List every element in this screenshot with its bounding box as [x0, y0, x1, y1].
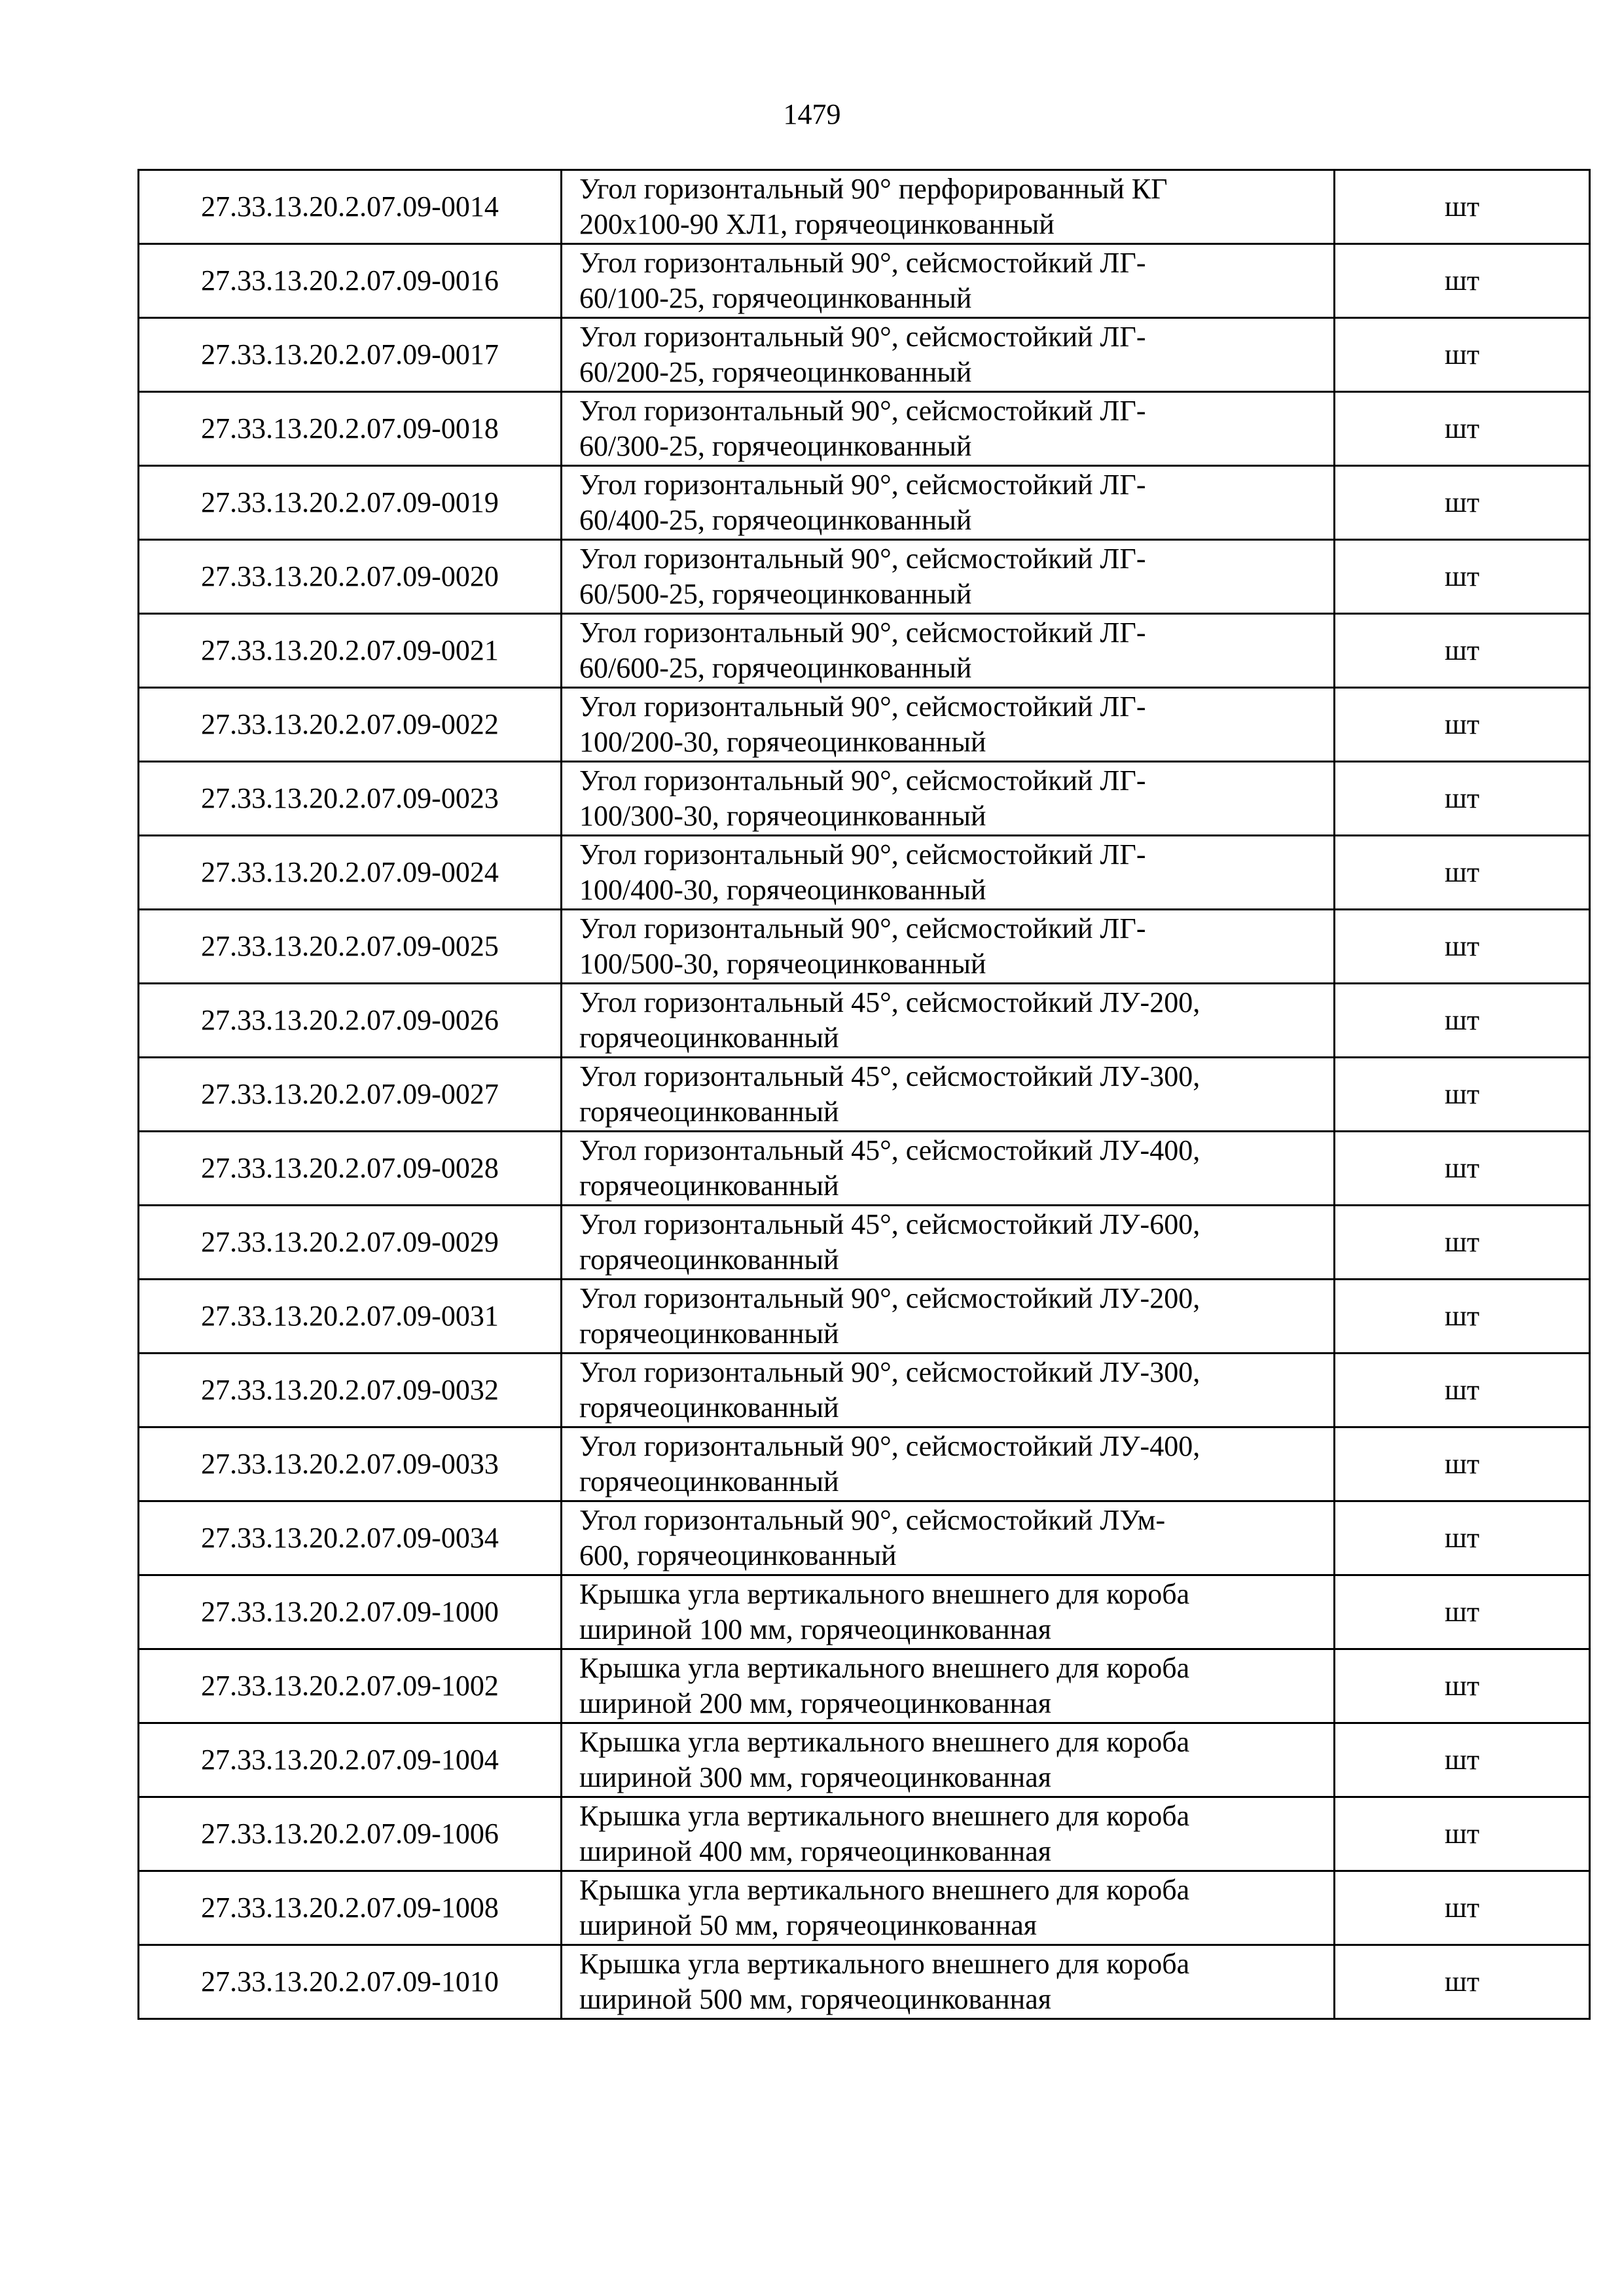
item-name-cell — [562, 1206, 1335, 1280]
item-name-cell — [562, 1945, 1335, 2019]
item-name-line: Крышка угла вертикального внешнего для короба — [579, 1874, 1190, 1906]
item-name-line: Угол горизонтальный 90°, сейсмостойкий ЛГ- — [579, 912, 1146, 944]
item-unit-cell: шт — [1335, 540, 1590, 614]
item-unit-cell: шт — [1335, 466, 1590, 540]
item-code-cell: 27.33.13.20.2.07.09-0016 — [139, 244, 562, 318]
item-name-line: Угол горизонтальный 90° перфорированный КГ — [579, 173, 1168, 205]
item-name-line: горячеоцинкованный — [579, 1465, 839, 1498]
item-name-line: шириной 500 мм, горячеоцинкованная — [579, 1983, 1051, 2015]
item-name-line: Крышка угла вертикального внешнего для короба — [579, 1652, 1190, 1684]
item-name-cell — [562, 1501, 1335, 1575]
item-code-cell: 27.33.13.20.2.07.09-0021 — [139, 614, 562, 688]
table-row — [139, 466, 1590, 540]
item-name-cell — [562, 1280, 1335, 1354]
item-name-cell — [562, 836, 1335, 910]
item-name-line: 100/300-30, горячеоцинкованный — [579, 800, 986, 832]
item-name-cell — [562, 614, 1335, 688]
item-name-line: Крышка угла вертикального внешнего для короба — [579, 1726, 1190, 1758]
table-row — [139, 688, 1590, 762]
item-unit-cell: шт — [1335, 1501, 1590, 1575]
item-name-line: горячеоцинкованный — [579, 1170, 839, 1202]
item-name-line: 60/500-25, горячеоцинкованный — [579, 578, 972, 610]
item-unit-cell: шт — [1335, 170, 1590, 244]
item-name-line: Угол горизонтальный 90°, сейсмостойкий ЛГ- — [579, 321, 1146, 353]
item-unit-cell: шт — [1335, 984, 1590, 1058]
item-code-cell: 27.33.13.20.2.07.09-1000 — [139, 1575, 562, 1649]
item-code-cell: 27.33.13.20.2.07.09-0032 — [139, 1354, 562, 1427]
item-name-line: 60/200-25, горячеоцинкованный — [579, 356, 972, 388]
item-name-line: шириной 400 мм, горячеоцинкованная — [579, 1835, 1051, 1867]
item-name-cell — [562, 540, 1335, 614]
table-row — [139, 1945, 1590, 2019]
item-name-line: 200х100-90 ХЛ1, горячеоцинкованный — [579, 208, 1055, 240]
item-code-cell: 27.33.13.20.2.07.09-0026 — [139, 984, 562, 1058]
item-unit-cell: шт — [1335, 1058, 1590, 1132]
item-code-cell: 27.33.13.20.2.07.09-0025 — [139, 910, 562, 984]
item-code-cell: 27.33.13.20.2.07.09-1004 — [139, 1723, 562, 1797]
item-name-line: Крышка угла вертикального внешнего для короба — [579, 1800, 1190, 1832]
item-name-line: Угол горизонтальный 90°, сейсмостойкий ЛГ- — [579, 247, 1146, 279]
item-name-line: шириной 100 мм, горячеоцинкованная — [579, 1613, 1051, 1645]
table-row — [139, 170, 1590, 244]
item-name-cell — [562, 1649, 1335, 1723]
table-row — [139, 1132, 1590, 1206]
item-code-cell: 27.33.13.20.2.07.09-0028 — [139, 1132, 562, 1206]
table-row — [139, 1354, 1590, 1427]
table-row — [139, 1575, 1590, 1649]
item-name-line: Крышка угла вертикального внешнего для короба — [579, 1578, 1190, 1610]
item-unit-cell: шт — [1335, 1206, 1590, 1280]
table-row — [139, 1058, 1590, 1132]
table-row — [139, 1280, 1590, 1354]
item-name-line: Угол горизонтальный 90°, сейсмостойкий ЛУм- — [579, 1504, 1166, 1536]
table-row — [139, 984, 1590, 1058]
item-name-cell — [562, 984, 1335, 1058]
item-name-line: горячеоцинкованный — [579, 1096, 839, 1128]
item-name-cell — [562, 910, 1335, 984]
item-name-line: Угол горизонтальный 90°, сейсмостойкий ЛУ-400, — [579, 1430, 1200, 1462]
item-name-line: Угол горизонтальный 45°, сейсмостойкий ЛУ-600, — [579, 1208, 1200, 1240]
table-row — [139, 1723, 1590, 1797]
item-name-cell — [562, 688, 1335, 762]
item-name-line: Угол горизонтальный 90°, сейсмостойкий ЛГ- — [579, 395, 1146, 427]
table-row — [139, 1797, 1590, 1871]
item-unit-cell: шт — [1335, 910, 1590, 984]
item-code-cell: 27.33.13.20.2.07.09-0031 — [139, 1280, 562, 1354]
table-row — [139, 244, 1590, 318]
item-code-cell: 27.33.13.20.2.07.09-1006 — [139, 1797, 562, 1871]
item-name-line: Угол горизонтальный 45°, сейсмостойкий ЛУ-400, — [579, 1134, 1200, 1166]
item-code-cell: 27.33.13.20.2.07.09-0022 — [139, 688, 562, 762]
item-code-cell: 27.33.13.20.2.07.09-0019 — [139, 466, 562, 540]
item-name-line: горячеоцинкованный — [579, 1244, 839, 1276]
item-code-cell: 27.33.13.20.2.07.09-0034 — [139, 1501, 562, 1575]
table-row — [139, 1871, 1590, 1945]
item-name-line: 60/300-25, горячеоцинкованный — [579, 430, 972, 462]
item-name-cell — [562, 1058, 1335, 1132]
item-name-line: 60/100-25, горячеоцинкованный — [579, 282, 972, 314]
item-unit-cell: шт — [1335, 1945, 1590, 2019]
table-row — [139, 392, 1590, 466]
item-code-cell: 27.33.13.20.2.07.09-0027 — [139, 1058, 562, 1132]
table-row — [139, 614, 1590, 688]
item-name-line: горячеоцинкованный — [579, 1391, 839, 1424]
item-name-line: шириной 300 мм, горячеоцинкованная — [579, 1761, 1051, 1793]
item-code-cell: 27.33.13.20.2.07.09-1008 — [139, 1871, 562, 1945]
item-unit-cell: шт — [1335, 1871, 1590, 1945]
item-name-cell — [562, 1797, 1335, 1871]
item-name-cell — [562, 1575, 1335, 1649]
item-unit-cell: шт — [1335, 1354, 1590, 1427]
item-name-line: горячеоцинкованный — [579, 1022, 839, 1054]
item-name-line: горячеоцинкованный — [579, 1318, 839, 1350]
item-unit-cell: шт — [1335, 392, 1590, 466]
page-number: 1479 — [783, 98, 841, 130]
item-unit-cell: шт — [1335, 1723, 1590, 1797]
table-row — [139, 318, 1590, 392]
item-name-line: шириной 50 мм, горячеоцинкованная — [579, 1909, 1037, 1941]
item-unit-cell: шт — [1335, 1427, 1590, 1501]
item-name-cell — [562, 1132, 1335, 1206]
item-name-line: Угол горизонтальный 90°, сейсмостойкий ЛГ- — [579, 764, 1146, 797]
item-name-line: Крышка угла вертикального внешнего для короба — [579, 1948, 1190, 1980]
item-unit-cell: шт — [1335, 244, 1590, 318]
item-name-line: 100/500-30, горячеоцинкованный — [579, 948, 986, 980]
item-name-line: 60/600-25, горячеоцинкованный — [579, 652, 972, 684]
items-table — [137, 169, 1591, 2020]
item-name-line: Угол горизонтальный 90°, сейсмостойкий ЛГ- — [579, 543, 1146, 575]
item-name-line: 60/400-25, горячеоцинкованный — [579, 504, 972, 536]
table-row — [139, 1427, 1590, 1501]
table-row — [139, 1501, 1590, 1575]
table-row — [139, 1206, 1590, 1280]
item-code-cell: 27.33.13.20.2.07.09-0014 — [139, 170, 562, 244]
item-name-line: 100/400-30, горячеоцинкованный — [579, 874, 986, 906]
item-name-cell — [562, 318, 1335, 392]
item-name-line: Угол горизонтальный 90°, сейсмостойкий ЛГ- — [579, 617, 1146, 649]
item-unit-cell: шт — [1335, 762, 1590, 836]
item-name-line: 100/200-30, горячеоцинкованный — [579, 726, 986, 758]
item-unit-cell: шт — [1335, 1575, 1590, 1649]
item-unit-cell: шт — [1335, 1649, 1590, 1723]
item-unit-cell: шт — [1335, 318, 1590, 392]
item-name-cell — [562, 466, 1335, 540]
item-code-cell: 27.33.13.20.2.07.09-0020 — [139, 540, 562, 614]
item-code-cell: 27.33.13.20.2.07.09-0029 — [139, 1206, 562, 1280]
item-code-cell: 27.33.13.20.2.07.09-0023 — [139, 762, 562, 836]
item-name-cell — [562, 244, 1335, 318]
item-name-cell — [562, 1871, 1335, 1945]
item-unit-cell: шт — [1335, 614, 1590, 688]
item-unit-cell: шт — [1335, 1797, 1590, 1871]
item-code-cell: 27.33.13.20.2.07.09-1010 — [139, 1945, 562, 2019]
item-name-line: Угол горизонтальный 90°, сейсмостойкий ЛУ-200, — [579, 1282, 1200, 1314]
item-name-line: Угол горизонтальный 45°, сейсмостойкий ЛУ-300, — [579, 1060, 1200, 1092]
item-code-cell: 27.33.13.20.2.07.09-0018 — [139, 392, 562, 466]
item-name-line: Угол горизонтальный 90°, сейсмостойкий ЛГ- — [579, 838, 1146, 870]
table-row — [139, 540, 1590, 614]
table-row — [139, 910, 1590, 984]
item-name-cell — [562, 762, 1335, 836]
item-name-line: шириной 200 мм, горячеоцинкованная — [579, 1687, 1051, 1719]
item-code-cell: 27.33.13.20.2.07.09-0033 — [139, 1427, 562, 1501]
table-row — [139, 836, 1590, 910]
item-name-cell — [562, 392, 1335, 466]
item-name-line: Угол горизонтальный 45°, сейсмостойкий ЛУ-200, — [579, 986, 1200, 1018]
item-code-cell: 27.33.13.20.2.07.09-0024 — [139, 836, 562, 910]
item-unit-cell: шт — [1335, 1280, 1590, 1354]
item-name-cell — [562, 170, 1335, 244]
item-name-cell — [562, 1427, 1335, 1501]
item-name-line: Угол горизонтальный 90°, сейсмостойкий ЛУ-300, — [579, 1356, 1200, 1388]
item-unit-cell: шт — [1335, 1132, 1590, 1206]
item-unit-cell: шт — [1335, 688, 1590, 762]
item-code-cell: 27.33.13.20.2.07.09-1002 — [139, 1649, 562, 1723]
item-name-line: Угол горизонтальный 90°, сейсмостойкий ЛГ- — [579, 691, 1146, 723]
item-name-cell — [562, 1354, 1335, 1427]
item-unit-cell: шт — [1335, 836, 1590, 910]
items-table-body — [139, 170, 1590, 2019]
table-row — [139, 762, 1590, 836]
item-name-line: 600, горячеоцинкованный — [579, 1539, 897, 1571]
item-name-cell — [562, 1723, 1335, 1797]
table-row — [139, 1649, 1590, 1723]
item-name-line: Угол горизонтальный 90°, сейсмостойкий ЛГ- — [579, 469, 1146, 501]
item-code-cell: 27.33.13.20.2.07.09-0017 — [139, 318, 562, 392]
